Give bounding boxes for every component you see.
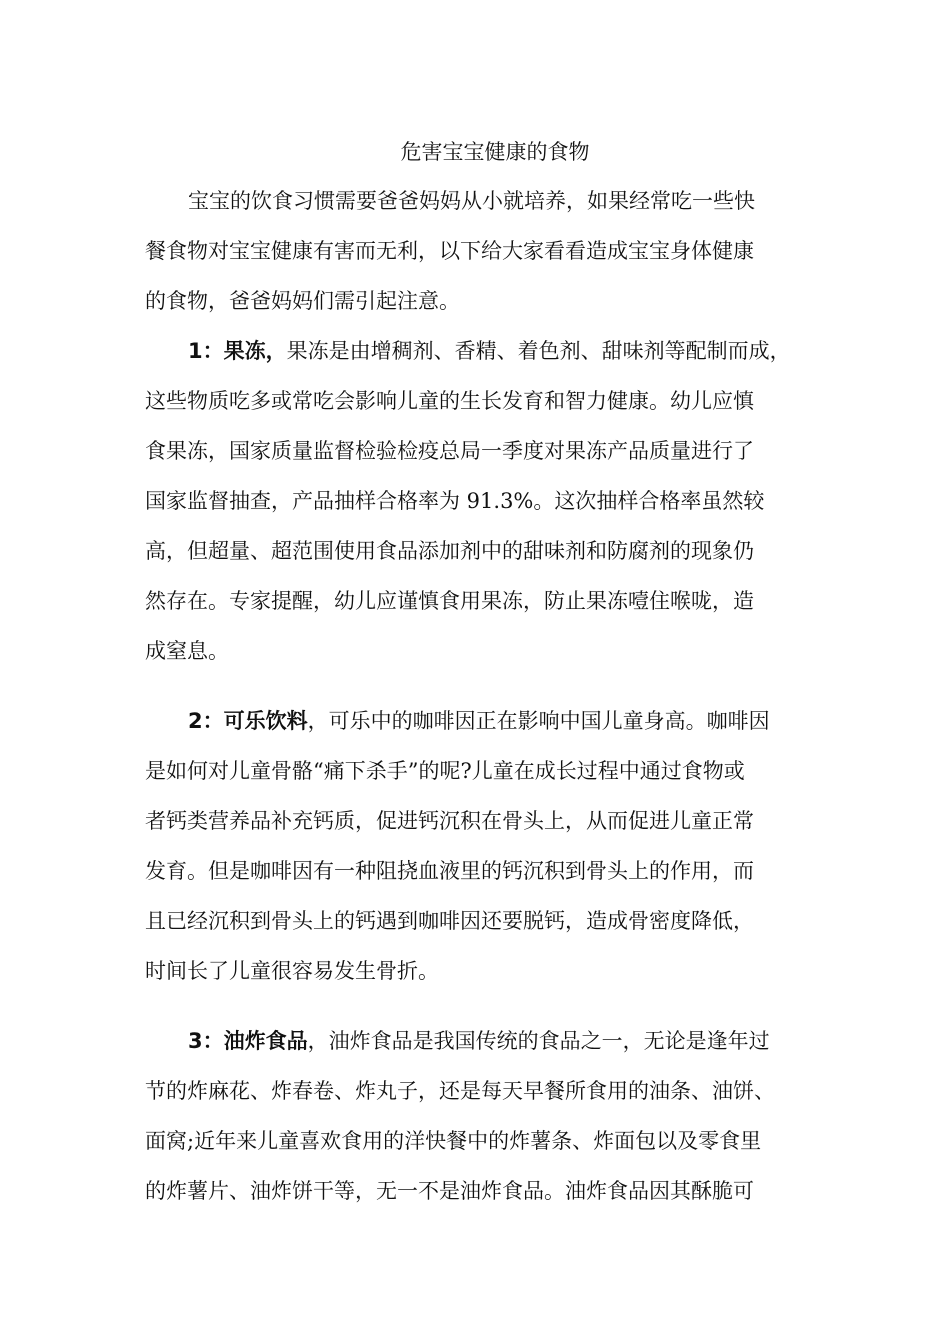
section1-line-5: 高，但超量、超范围使用食品添加剂中的甜味剂和防腐剂的现象仍 — [145, 539, 754, 563]
section2-line-1: ，可乐中的咖啡因正在影响中国儿童身高。咖啡因 — [307, 709, 770, 733]
intro-line-2: 餐食物对宝宝健康有害而无利，以下给大家看看造成宝宝身体健康 — [145, 239, 754, 263]
section1-line-7: 成窒息。 — [145, 639, 229, 663]
section1-line-6: 然存在。专家提醒，幼儿应谨慎食用果冻，防止果冻噎住喉咙，造 — [145, 589, 754, 613]
section2-line-2: 是如何对儿童骨骼“痛下杀手”的呢?儿童在成长过程中通过食物或 — [145, 759, 745, 783]
intro-line-3: 的食物，爸爸妈妈们需引起注意。 — [145, 289, 460, 313]
section1-first-line — [188, 336, 791, 366]
section2-first-line — [188, 706, 770, 736]
section3-line-1: ，油炸食品是我国传统的食品之一，无论是逢年过 — [307, 1029, 770, 1053]
section3-line-4: 的炸薯片、油炸饼干等，无一不是油炸食品。油炸食品因其酥脆可 — [145, 1179, 754, 1203]
section3-line-3: 面窝;近年来儿童喜欢食用的洋快餐中的炸薯条、炸面包以及零食里 — [145, 1129, 762, 1153]
section1-heading: 1：果冻， — [188, 339, 287, 363]
section3-first-line — [188, 1026, 770, 1056]
section2-line-3: 者钙类营养品补充钙质，促进钙沉积在骨头上，从而促进儿童正常 — [145, 809, 754, 833]
section1-line-3: 食果冻，国家质量监督检验检疫总局一季度对果冻产品质量进行了 — [145, 439, 754, 463]
section2-line-4: 发育。但是咖啡因有一种阻挠血液里的钙沉积到骨头上的作用，而 — [145, 859, 754, 883]
section2-heading: 2：可乐饮料 — [188, 709, 308, 733]
intro-line-1: 宝宝的饮食习惯需要爸爸妈妈从小就培养，如果经常吃一些快 — [188, 189, 755, 213]
section3-heading: 3：油炸食品 — [188, 1029, 308, 1053]
section1-line-1: 果冻是由增稠剂、香精、着色剂、甜味剂等配制而成， — [286, 339, 791, 363]
document-title: 危害宝宝健康的食物 — [400, 140, 590, 164]
section3-line-2: 节的炸麻花、炸春卷、炸丸子，还是每天早餐所食用的油条、油饼、 — [145, 1079, 775, 1103]
section1-line-4: 国家监督抽查，产品抽样合格率为 91.3%。这次抽样合格率虽然较 — [145, 489, 765, 513]
section2-line-6: 时间长了儿童很容易发生骨折。 — [145, 959, 439, 983]
section2-line-5: 且已经沉积到骨头上的钙遇到咖啡因还要脱钙，造成骨密度降低， — [145, 909, 754, 933]
section1-line-2: 这些物质吃多或常吃会影响儿童的生长发育和智力健康。幼儿应慎 — [145, 389, 754, 413]
